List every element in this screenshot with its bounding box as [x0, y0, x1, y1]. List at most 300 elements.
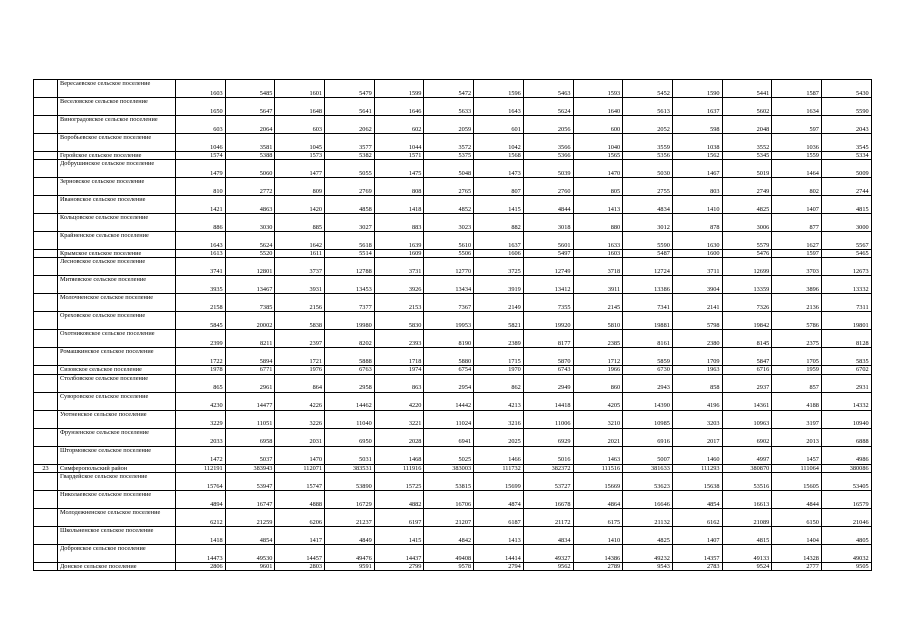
value-cell: 1650 [176, 98, 226, 116]
value-cell: 3731 [374, 258, 424, 276]
value-cell: 5506 [424, 250, 474, 258]
value-cell: 1648 [275, 98, 325, 116]
value-cell: 1574 [176, 152, 226, 160]
value-cell: 1721 [275, 348, 325, 366]
value-cell: 1410 [573, 526, 623, 544]
value-cell: 5463 [523, 80, 573, 98]
value-cell: 3012 [623, 214, 673, 232]
value-cell: 1466 [474, 446, 524, 464]
value-cell: 1418 [374, 196, 424, 214]
row-number-cell [34, 348, 58, 366]
row-number-cell [34, 472, 58, 490]
value-cell: 5019 [722, 160, 772, 178]
value-cell: 1637 [474, 232, 524, 250]
value-cell: 1593 [573, 80, 623, 98]
value-cell: 1715 [474, 348, 524, 366]
value-cell: 14390 [623, 392, 673, 410]
value-cell: 5356 [623, 152, 673, 160]
value-cell: 5016 [523, 446, 573, 464]
settlement-name-cell: Школьненское сельское поселение [58, 526, 176, 544]
settlement-name-cell: Зерновское сельское поселение [58, 178, 176, 196]
value-cell: 14386 [573, 544, 623, 562]
row-number-cell [34, 152, 58, 160]
value-cell: 53890 [325, 472, 375, 490]
value-cell: 1472 [176, 446, 226, 464]
value-cell: 11040 [325, 410, 375, 428]
value-cell: 4986 [821, 446, 871, 464]
value-cell: 5845 [176, 312, 226, 330]
value-cell: 1611 [275, 250, 325, 258]
value-cell: 5579 [722, 232, 772, 250]
value-cell: 4226 [275, 392, 325, 410]
value-cell: 3027 [325, 214, 375, 232]
value-cell: 2052 [623, 116, 673, 134]
value-cell: 2062 [325, 116, 375, 134]
value-cell: 383943 [225, 464, 275, 472]
value-cell: 11051 [225, 410, 275, 428]
value-cell: 2025 [474, 428, 524, 446]
row-number-cell [34, 214, 58, 232]
value-cell: 19980 [325, 312, 375, 330]
value-cell: 5590 [821, 98, 871, 116]
value-cell: 3896 [772, 276, 822, 294]
value-cell: 4815 [722, 526, 772, 544]
value-cell: 21259 [225, 508, 275, 526]
table-row [34, 526, 872, 544]
value-cell: 1475 [374, 160, 424, 178]
table-row [34, 374, 872, 392]
value-cell: 1407 [672, 526, 722, 544]
row-number-cell [34, 258, 58, 276]
value-cell: 7311 [821, 294, 871, 312]
row-number-cell [34, 428, 58, 446]
value-cell: 5009 [821, 160, 871, 178]
value-cell: 49133 [722, 544, 772, 562]
value-cell: 1413 [474, 526, 524, 544]
value-cell: 20002 [225, 312, 275, 330]
value-cell: 5452 [623, 80, 673, 98]
value-cell: 4220 [374, 392, 424, 410]
value-cell: 1467 [672, 160, 722, 178]
value-cell: 1978 [176, 366, 226, 374]
value-cell: 2136 [772, 294, 822, 312]
value-cell: 5007 [623, 446, 673, 464]
value-cell: 19842 [722, 312, 772, 330]
value-cell: 10940 [821, 410, 871, 428]
value-cell: 1477 [275, 160, 325, 178]
value-cell: 5430 [821, 80, 871, 98]
value-cell: 3210 [573, 410, 623, 428]
value-cell: 4205 [573, 392, 623, 410]
value-cell: 7377 [325, 294, 375, 312]
value-cell: 4864 [573, 490, 623, 508]
settlement-name-cell: Симферопольский район [58, 464, 176, 472]
value-cell: 5479 [325, 80, 375, 98]
row-number-cell [34, 526, 58, 544]
settlement-name-cell: Крайненское сельское поселение [58, 232, 176, 250]
value-cell: 1705 [772, 348, 822, 366]
value-cell: 2031 [275, 428, 325, 446]
value-cell: 19881 [623, 312, 673, 330]
value-cell: 1036 [772, 134, 822, 152]
value-cell: 1463 [573, 446, 623, 464]
row-number-cell [34, 562, 58, 570]
value-cell: 2056 [523, 116, 573, 134]
value-cell: 13467 [225, 276, 275, 294]
value-cell: 6771 [225, 366, 275, 374]
value-cell: 1587 [772, 80, 822, 98]
value-cell: 3216 [474, 410, 524, 428]
value-cell: 6743 [523, 366, 573, 374]
value-cell: 3926 [374, 276, 424, 294]
value-cell: 4230 [176, 392, 226, 410]
value-cell: 13332 [821, 276, 871, 294]
value-cell: 383531 [325, 464, 375, 472]
row-number-cell [34, 98, 58, 116]
value-cell: 1571 [374, 152, 424, 160]
value-cell: 863 [374, 374, 424, 392]
value-cell: 12788 [325, 258, 375, 276]
value-cell: 6941 [424, 428, 474, 446]
value-cell: 3737 [275, 258, 325, 276]
value-cell: 5388 [225, 152, 275, 160]
value-cell: 381633 [623, 464, 673, 472]
value-cell: 803 [672, 178, 722, 196]
value-cell: 5334 [821, 152, 871, 160]
value-cell: 49327 [523, 544, 573, 562]
value-cell: 19953 [424, 312, 474, 330]
value-cell: 885 [275, 214, 325, 232]
value-cell: 3197 [772, 410, 822, 428]
value-cell: 808 [374, 178, 424, 196]
value-cell: 1603 [176, 80, 226, 98]
value-cell: 16579 [821, 490, 871, 508]
settlement-name-cell: Уютненское сельское поселение [58, 410, 176, 428]
value-cell: 4805 [821, 526, 871, 544]
value-cell: 862 [474, 374, 524, 392]
value-cell: 1590 [672, 80, 722, 98]
value-cell: 14328 [772, 544, 822, 562]
value-cell: 1643 [474, 98, 524, 116]
value-cell: 4854 [225, 526, 275, 544]
value-cell: 6888 [821, 428, 871, 446]
value-cell: 3911 [573, 276, 623, 294]
value-cell: 1473 [474, 160, 524, 178]
value-cell: 2943 [623, 374, 673, 392]
settlement-name-cell: Веселовское сельское поселение [58, 98, 176, 116]
value-cell: 3711 [672, 258, 722, 276]
value-cell: 3577 [325, 134, 375, 152]
value-cell: 53947 [225, 472, 275, 490]
value-cell: 1613 [176, 250, 226, 258]
value-cell: 111293 [672, 464, 722, 472]
table-row [34, 214, 872, 232]
value-cell: 13434 [424, 276, 474, 294]
value-cell: 603 [176, 116, 226, 134]
value-cell: 2153 [374, 294, 424, 312]
settlement-name-cell: Воробьевское сельское поселение [58, 134, 176, 152]
value-cell: 5567 [821, 232, 871, 250]
value-cell: 112191 [176, 464, 226, 472]
value-cell: 49408 [424, 544, 474, 562]
value-cell: 12801 [225, 258, 275, 276]
value-cell: 16706 [424, 490, 474, 508]
value-cell: 6950 [325, 428, 375, 446]
table-row [34, 348, 872, 366]
value-cell: 6197 [374, 508, 424, 526]
value-cell: 1420 [275, 196, 325, 214]
value-cell: 49476 [325, 544, 375, 562]
value-cell: 16678 [523, 490, 573, 508]
value-cell: 807 [474, 178, 524, 196]
value-cell: 7326 [722, 294, 772, 312]
value-cell: 14437 [374, 544, 424, 562]
settlement-name-cell: Вересаевское сельское поселение [58, 80, 176, 98]
value-cell: 865 [176, 374, 226, 392]
value-cell: 1712 [573, 348, 623, 366]
value-cell: 9562 [523, 562, 573, 570]
value-cell: 1639 [374, 232, 424, 250]
row-number-cell [34, 178, 58, 196]
value-cell: 1643 [176, 232, 226, 250]
value-cell: 3572 [424, 134, 474, 152]
value-cell: 13386 [623, 276, 673, 294]
value-cell: 5810 [573, 312, 623, 330]
value-cell: 2021 [573, 428, 623, 446]
value-cell: 1609 [374, 250, 424, 258]
value-cell: 3718 [573, 258, 623, 276]
value-cell: 2397 [275, 330, 325, 348]
value-cell: 810 [176, 178, 226, 196]
value-cell: 3703 [772, 258, 822, 276]
value-cell: 4844 [772, 490, 822, 508]
settlement-name-cell: Молочненское сельское поселение [58, 294, 176, 312]
value-cell: 2803 [275, 562, 325, 570]
value-cell: 14332 [821, 392, 871, 410]
value-cell: 2149 [474, 294, 524, 312]
table-row [34, 490, 872, 508]
row-number-cell [34, 134, 58, 152]
value-cell: 380086 [821, 464, 871, 472]
settlement-name-cell: Геройское сельское поселение [58, 152, 176, 160]
value-cell: 5838 [275, 312, 325, 330]
value-cell: 6175 [573, 508, 623, 526]
value-cell: 2389 [474, 330, 524, 348]
value-cell: 2380 [672, 330, 722, 348]
value-cell: 2028 [374, 428, 424, 446]
value-cell: 3229 [176, 410, 226, 428]
row-number-cell [34, 276, 58, 294]
value-cell: 6730 [623, 366, 673, 374]
table-row [34, 196, 872, 214]
value-cell: 1601 [275, 80, 325, 98]
value-cell: 4213 [474, 392, 524, 410]
value-cell: 2931 [821, 374, 871, 392]
table-row [34, 472, 872, 490]
value-cell: 4858 [325, 196, 375, 214]
table-row [34, 294, 872, 312]
value-cell: 19801 [821, 312, 871, 330]
value-cell: 5624 [523, 98, 573, 116]
value-cell: 3559 [623, 134, 673, 152]
value-cell: 5798 [672, 312, 722, 330]
value-cell: 3226 [275, 410, 325, 428]
settlement-name-cell: Крымское сельское поселение [58, 250, 176, 258]
value-cell: 2048 [722, 116, 772, 134]
value-cell: 1642 [275, 232, 325, 250]
value-cell: 2385 [573, 330, 623, 348]
value-cell: 5786 [772, 312, 822, 330]
value-cell: 5830 [374, 312, 424, 330]
value-cell: 601 [474, 116, 524, 134]
value-cell: 16613 [722, 490, 772, 508]
value-cell: 3919 [474, 276, 524, 294]
settlement-name-cell: Суворовское сельское поселение [58, 392, 176, 410]
value-cell: 602 [374, 116, 424, 134]
settlement-name-cell: Ромашкинское сельское поселение [58, 348, 176, 366]
value-cell: 5366 [523, 152, 573, 160]
table-row [34, 232, 872, 250]
value-cell: 2744 [821, 178, 871, 196]
value-cell: 8211 [225, 330, 275, 348]
value-cell: 2954 [424, 374, 474, 392]
value-cell: 9543 [623, 562, 673, 570]
value-cell: 15725 [374, 472, 424, 490]
value-cell: 1596 [474, 80, 524, 98]
settlement-name-cell: Штормовское сельское поселение [58, 446, 176, 464]
value-cell: 1606 [474, 250, 524, 258]
value-cell: 2393 [374, 330, 424, 348]
value-cell: 1974 [374, 366, 424, 374]
value-cell: 5618 [325, 232, 375, 250]
value-cell: 2749 [722, 178, 772, 196]
value-cell: 11024 [424, 410, 474, 428]
value-cell: 860 [573, 374, 623, 392]
value-cell: 5613 [623, 98, 673, 116]
value-cell: 8202 [325, 330, 375, 348]
value-cell: 2064 [225, 116, 275, 134]
value-cell: 53815 [424, 472, 474, 490]
value-cell: 8177 [523, 330, 573, 348]
value-cell: 111732 [474, 464, 524, 472]
value-cell: 2141 [672, 294, 722, 312]
value-cell: 1417 [275, 526, 325, 544]
value-cell: 5894 [225, 348, 275, 366]
table-row [34, 562, 872, 570]
value-cell: 5880 [424, 348, 474, 366]
value-cell: 4997 [722, 446, 772, 464]
value-cell: 886 [176, 214, 226, 232]
value-cell: 883 [374, 214, 424, 232]
value-cell: 382372 [523, 464, 573, 472]
table-row [34, 508, 872, 526]
value-cell: 9505 [821, 562, 871, 570]
value-cell: 1565 [573, 152, 623, 160]
row-number-cell [34, 446, 58, 464]
value-cell: 9524 [722, 562, 772, 570]
value-cell: 880 [573, 214, 623, 232]
value-cell: 1470 [573, 160, 623, 178]
settlement-name-cell: Столбовское сельское поселение [58, 374, 176, 392]
settlement-name-cell: Молодежненское сельское поселение [58, 508, 176, 526]
value-cell: 15605 [772, 472, 822, 490]
value-cell: 1559 [772, 152, 822, 160]
settlement-name-cell: Охотниковское сельское поселение [58, 330, 176, 348]
value-cell: 14457 [275, 544, 325, 562]
value-cell: 3203 [672, 410, 722, 428]
value-cell: 2777 [772, 562, 822, 570]
value-cell: 1646 [374, 98, 424, 116]
value-cell: 1470 [275, 446, 325, 464]
value-cell: 603 [275, 116, 325, 134]
value-cell: 2765 [424, 178, 474, 196]
table-row [34, 276, 872, 294]
value-cell: 2769 [325, 178, 375, 196]
value-cell: 4874 [474, 490, 524, 508]
value-cell: 2961 [225, 374, 275, 392]
value-cell: 5048 [424, 160, 474, 178]
value-cell: 12699 [722, 258, 772, 276]
value-cell: 11006 [523, 410, 573, 428]
value-cell: 21089 [722, 508, 772, 526]
value-cell: 4844 [523, 196, 573, 214]
row-number-cell [34, 160, 58, 178]
value-cell: 8128 [821, 330, 871, 348]
value-cell: 3018 [523, 214, 573, 232]
value-cell: 2033 [176, 428, 226, 446]
settlement-name-cell: Добровское сельское поселение [58, 544, 176, 562]
value-cell: 15699 [474, 472, 524, 490]
value-cell: 1045 [275, 134, 325, 152]
value-cell: 15747 [275, 472, 325, 490]
value-cell: 5888 [325, 348, 375, 366]
value-cell: 14414 [474, 544, 524, 562]
value-cell: 5465 [821, 250, 871, 258]
value-cell: 1464 [772, 160, 822, 178]
value-cell: 14361 [722, 392, 772, 410]
value-cell: 3552 [722, 134, 772, 152]
value-cell: 5055 [325, 160, 375, 178]
value-cell: 1600 [672, 250, 722, 258]
value-cell: 1976 [275, 366, 325, 374]
value-cell: 5472 [424, 80, 474, 98]
value-cell: 3000 [821, 214, 871, 232]
value-cell: 2755 [623, 178, 673, 196]
table-row [34, 428, 872, 446]
value-cell: 4863 [225, 196, 275, 214]
value-cell: 1966 [573, 366, 623, 374]
value-cell: 2958 [325, 374, 375, 392]
value-cell: 1633 [573, 232, 623, 250]
value-cell: 49032 [821, 544, 871, 562]
row-number-cell [34, 392, 58, 410]
row-number-cell [34, 312, 58, 330]
value-cell: 1038 [672, 134, 722, 152]
value-cell: 3545 [821, 134, 871, 152]
value-cell: 1603 [573, 250, 623, 258]
value-cell: 16729 [325, 490, 375, 508]
value-cell: 5520 [225, 250, 275, 258]
settlement-name-cell: Сизовское сельское поселение [58, 366, 176, 374]
value-cell: 15638 [672, 472, 722, 490]
value-cell: 21237 [325, 508, 375, 526]
value-cell: 5441 [722, 80, 772, 98]
value-cell: 112071 [275, 464, 325, 472]
value-cell: 16747 [225, 490, 275, 508]
table-row [34, 258, 872, 276]
value-cell: 3931 [275, 276, 325, 294]
value-cell: 4854 [672, 490, 722, 508]
